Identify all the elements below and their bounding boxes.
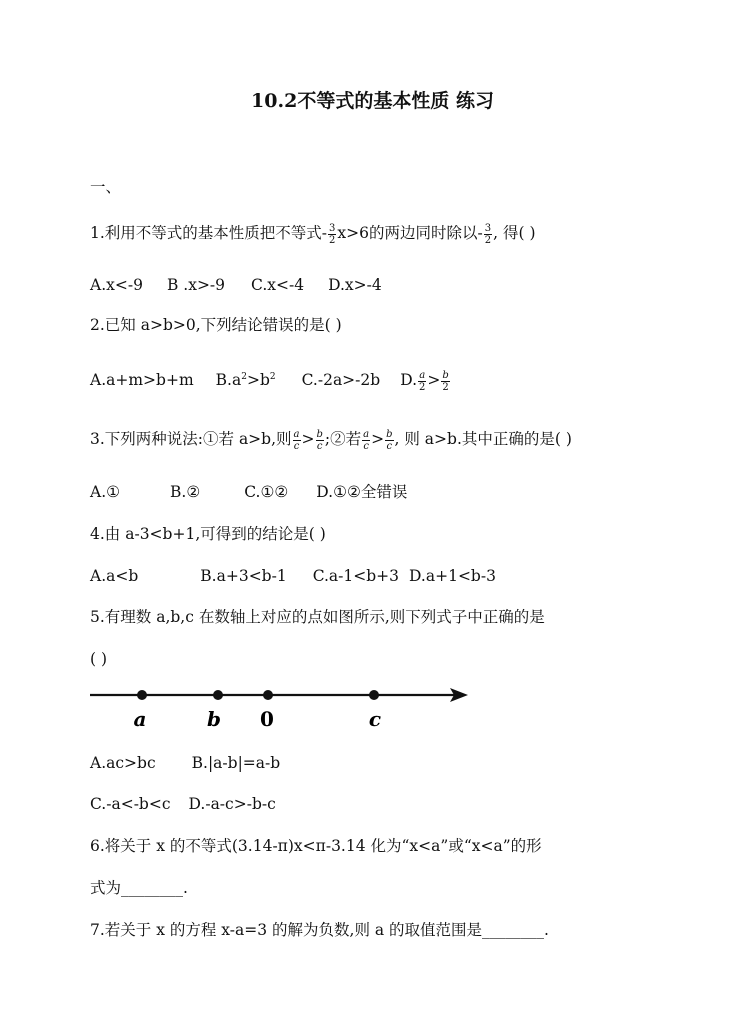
q2-frac-b: [441, 370, 449, 393]
q4-option-c: C.a-1<b+3: [312, 567, 400, 585]
q5-option-c: C.-a<-b<c: [90, 795, 171, 813]
q3-frac-2: [316, 429, 324, 452]
q3-gt-1: >: [301, 430, 315, 448]
question-4: 4.由 a-3<b+1,可得到的结论是( ): [90, 525, 326, 543]
q2-option-b-part2: >b: [246, 371, 270, 390]
q2-fb-num: [441, 370, 449, 382]
point-0: [263, 690, 273, 700]
q2-fa-den: 2: [419, 381, 426, 393]
q5-option-d: D.-a-c>-b-c: [188, 795, 276, 813]
q3-f2-num: [316, 429, 324, 441]
q4-option-d: D.a+1<b-3: [409, 567, 496, 585]
question-3: [90, 428, 572, 452]
q2-option-d-label: D.: [400, 371, 418, 390]
q3-f2-den: [316, 441, 324, 452]
label-c: c: [368, 707, 382, 731]
q3-f3-den-text: c: [363, 440, 369, 452]
q1-option-d: D.x>-4: [328, 276, 382, 294]
q1-option-a: A.x<-9: [90, 276, 143, 294]
q2-option-b: [216, 371, 276, 389]
q2-option-d: [400, 369, 451, 393]
q2-sup-2: 2: [269, 372, 276, 382]
question-1: [90, 222, 536, 246]
q3-options: [90, 481, 407, 503]
q2-fa-num-text: a: [419, 369, 426, 381]
q3-text-c: , 则 a>b.其中正确的是( ): [394, 430, 572, 448]
q3-frac-4: [385, 429, 393, 452]
q5-paren: ( ): [90, 650, 108, 668]
q3-f3-num-text: a: [363, 428, 370, 440]
q1-f1-num: 3: [329, 222, 336, 234]
q1-neg2: -: [477, 224, 483, 242]
q3-option-a: A.①: [90, 483, 121, 501]
label-a: a: [133, 707, 147, 731]
q4-option-b: B.a+3<b-1: [200, 567, 287, 585]
q2-fa-num: [418, 370, 426, 382]
q1-text-b: x>6的两边同时除以: [337, 224, 478, 242]
q3-text-b: ;②若: [324, 430, 362, 448]
q1-option-c: C.x<-4: [251, 276, 305, 294]
question-5: 5.有理数 a,b,c 在数轴上对应的点如图所示,则下列式子中正确的是: [90, 608, 545, 626]
q2-fb-num-text: b: [442, 369, 449, 381]
q3-option-d: D.①②全错误: [316, 483, 408, 501]
page-title: 10.2不等式的基本性质 练习: [251, 90, 494, 112]
q3-frac-3: [362, 429, 370, 452]
q3-f3-num: [362, 429, 370, 441]
q1-option-b: B .x>-9: [166, 276, 226, 294]
q2-option-b-part1: B.a: [215, 371, 242, 390]
question-6-line2: 式为________.: [90, 879, 188, 897]
q1-f2-den: 2: [484, 234, 492, 246]
q1-neg1: -: [321, 224, 328, 242]
q3-f1-num-text: a: [293, 428, 300, 440]
q3-f2-num-text: b: [316, 428, 323, 440]
label-0: 0: [260, 707, 274, 731]
q1-fraction-2: [484, 223, 492, 246]
q3-f4-den: [385, 441, 393, 452]
q2-gt: >: [427, 371, 441, 390]
q4-option-a: A.a<b: [90, 567, 139, 585]
question-6-line1: 6.将关于 x 的不等式(3.14-π)x<π-3.14 化为“x<a”或“x<a”的形: [90, 837, 542, 855]
q3-f1-num: [293, 429, 301, 441]
q1-f1-den: 2: [329, 234, 336, 246]
q3-gt-2: >: [371, 430, 385, 448]
q1-text-a: 1.利用不等式的基本性质把不等式: [90, 224, 322, 242]
q3-option-c: C.①②: [244, 483, 289, 501]
point-c: [369, 690, 379, 700]
q3-f4-den-text: c: [386, 440, 393, 452]
q2-frac-a: [418, 370, 426, 393]
q1-f2-num: 3: [484, 222, 492, 234]
q5-options-row1: [90, 752, 280, 774]
q5-option-b: B.|a-b|=a-b: [191, 754, 281, 772]
section-heading: 一、: [90, 178, 122, 196]
q1-text-c: , 得( ): [493, 224, 536, 242]
point-a: [137, 690, 147, 700]
q2-option-c: C.-2a>-2b: [301, 371, 381, 390]
q3-frac-1: [293, 429, 301, 452]
q2-options: [90, 366, 451, 393]
q1-fraction-1: [328, 223, 336, 246]
question-7: 7.若关于 x 的方程 x-a=3 的解为负数,则 a 的取值范围是________.: [90, 921, 549, 939]
number-line: [88, 680, 473, 736]
q3-f2-den-text: c: [316, 440, 323, 452]
q1-options: [90, 274, 382, 296]
label-b: b: [207, 707, 221, 731]
q2-option-a: A.a+m>b+m: [90, 371, 194, 390]
question-2: 2.已知 a>b>0,下列结论错误的是( ): [90, 316, 342, 334]
q3-f3-den: [362, 441, 370, 452]
q3-text-a: 3.下列两种说法:①若 a>b,则: [90, 430, 292, 448]
q3-f1-den-text: c: [293, 440, 300, 452]
q3-f1-den: [293, 441, 301, 452]
q3-f4-num-text: b: [386, 428, 393, 440]
q5-option-a: A.ac>bc: [90, 754, 156, 772]
q2-sup-1: 2: [241, 372, 247, 382]
point-b: [213, 690, 223, 700]
q3-f4-num: [385, 429, 393, 441]
q2-fb-den: 2: [442, 381, 449, 393]
q4-options: [90, 565, 496, 587]
q5-options-row2: [90, 793, 276, 815]
q3-option-b: B.②: [170, 483, 201, 501]
